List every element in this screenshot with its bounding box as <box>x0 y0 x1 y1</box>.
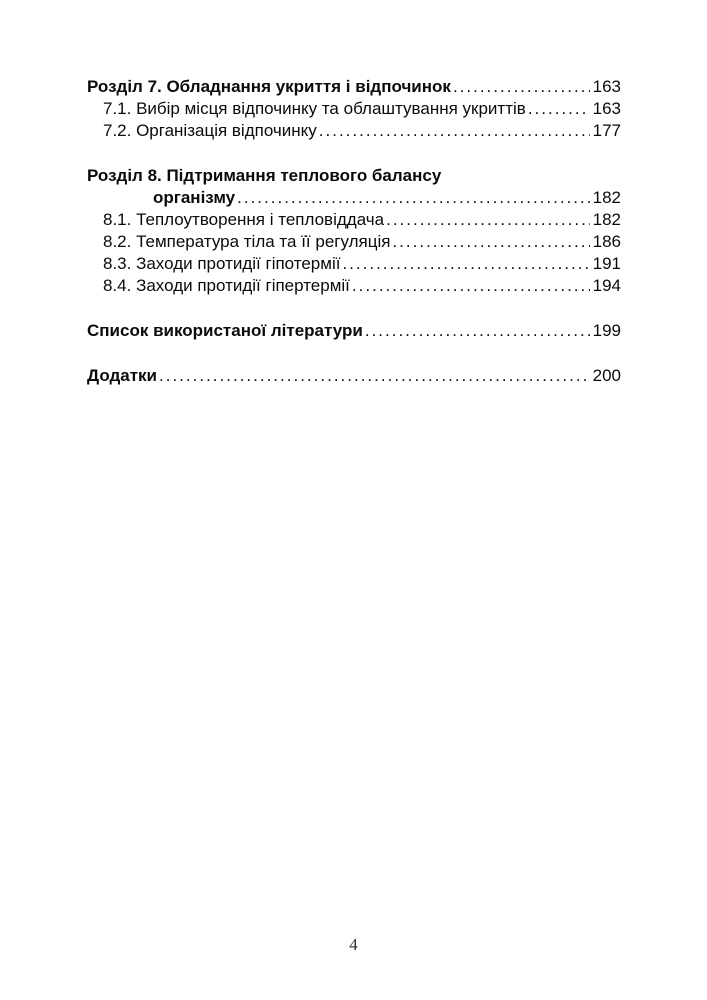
toc-entry <box>87 98 621 120</box>
toc-entry-page: 182 <box>592 188 621 207</box>
toc-entry-label: 7.1. Вибір місця відпочинку та облаштування укриттів <box>103 99 526 118</box>
toc-entry <box>87 209 621 231</box>
toc-entry-page: 200 <box>592 366 621 385</box>
toc-entry-page: 163 <box>592 77 621 96</box>
toc-entry-label: 8.3. Заходи протидії гіпотермії <box>103 254 341 273</box>
toc-entry-label: 8.4. Заходи протидії гіпертермії <box>103 276 350 295</box>
toc-entry-page: 177 <box>592 121 621 140</box>
page-number: 4 <box>349 935 358 954</box>
toc-entry <box>87 165 621 187</box>
toc-entry-label: організму <box>153 188 236 207</box>
dot-leader <box>319 120 590 142</box>
toc-entry <box>87 365 621 387</box>
toc-entry <box>87 231 621 253</box>
toc-entry-label: 8.2. Температура тіла та її регуляція <box>103 232 391 251</box>
toc-entry <box>87 120 621 142</box>
dot-leader <box>159 365 590 387</box>
toc-entry <box>87 76 621 98</box>
toc-entry-label: 8.1. Теплоутворення і тепловіддача <box>103 210 385 229</box>
toc-entry-page: 186 <box>592 232 621 251</box>
toc-entry <box>87 275 621 297</box>
dot-leader <box>352 275 590 297</box>
toc-entry-page: 199 <box>592 321 621 340</box>
toc-entry-label: Додатки <box>87 366 158 385</box>
toc-entry-label: Розділ 7. Обладнання укриття і відпочинок <box>87 77 451 96</box>
toc-entry-label: 7.2. Організація відпочинку <box>103 121 317 140</box>
toc-entry-label: Розділ 8. Підтримання теплового балансу <box>87 166 442 185</box>
toc-spacer <box>87 342 621 365</box>
dot-leader <box>386 209 590 231</box>
toc-entry-page: 163 <box>592 99 621 118</box>
toc-entry <box>87 320 621 342</box>
toc-entry-page: 191 <box>592 254 621 273</box>
dot-leader <box>342 253 589 275</box>
toc-entry-page: 194 <box>592 276 621 295</box>
dot-leader <box>392 231 589 253</box>
toc-entry <box>87 253 621 275</box>
dot-leader <box>453 76 590 98</box>
toc-entry-label: Список використаної літератури <box>87 321 363 340</box>
dot-leader <box>528 98 590 120</box>
toc-spacer <box>87 142 621 165</box>
toc-spacer <box>87 297 621 320</box>
toc-entry-page: 182 <box>592 210 621 229</box>
toc-entry <box>87 187 621 209</box>
toc <box>87 76 621 387</box>
dot-leader <box>365 320 590 342</box>
dot-leader <box>237 187 589 209</box>
